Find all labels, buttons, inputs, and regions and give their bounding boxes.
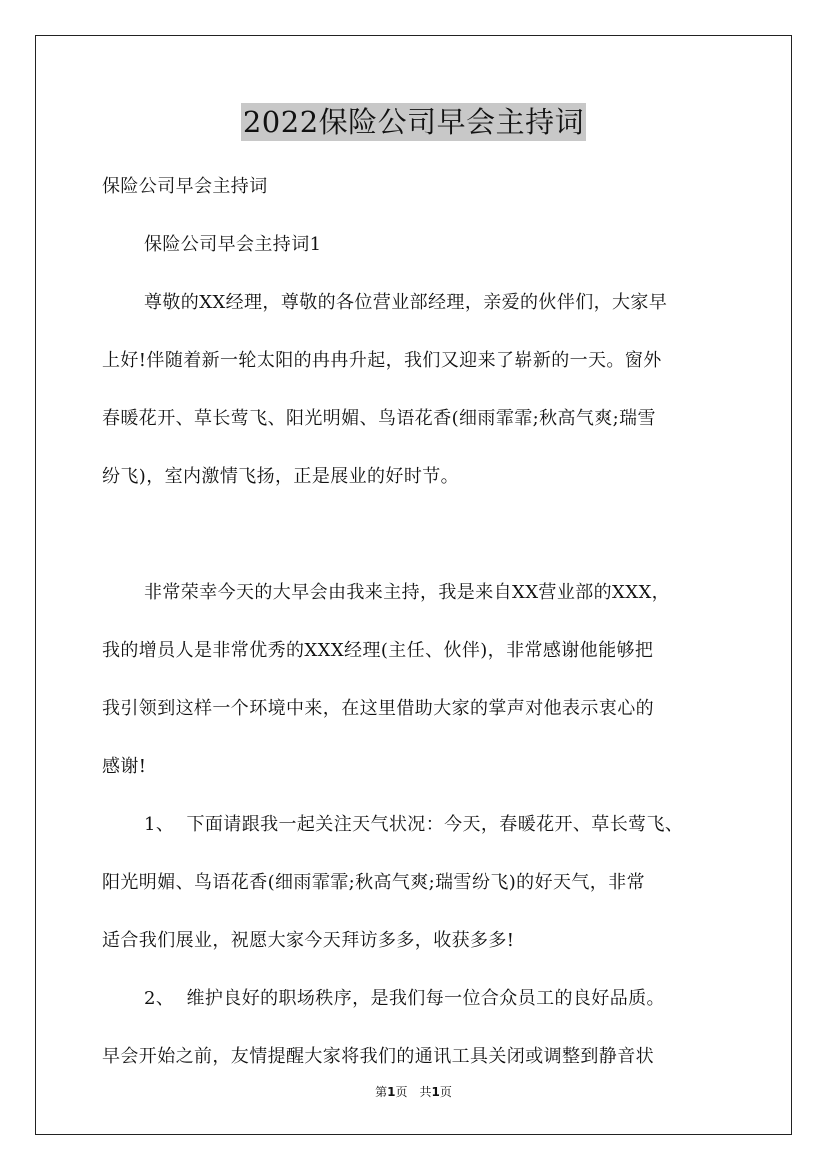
paragraph-greeting [102, 288, 742, 492]
paragraph-line: 春暖花开、草长莺飞、阳光明媚、鸟语花香(细雨霏霏;秋高气爽;瑞雪 [102, 408, 656, 429]
page-number: 1 [387, 1085, 396, 1099]
total-pages: 1 [431, 1085, 440, 1099]
paragraph-line: 1、 下面请跟我一起关注天气状况：今天，春暖花开、草长莺飞、 [144, 814, 684, 835]
title-container [0, 103, 827, 141]
paragraph-line: 我引领到这样一个环境中来，在这里借助大家的掌声对他表示衷心的 [102, 698, 654, 719]
list-item-order [102, 984, 742, 1072]
paragraph-line: 纷飞)，室内激情飞扬，正是展业的好时节。 [102, 466, 460, 487]
paragraph-introduction [102, 578, 742, 782]
page-prefix: 第 [375, 1085, 388, 1099]
section-heading: 保险公司早会主持词1 [144, 234, 322, 255]
paragraph-line: 早会开始之前，友情提醒大家将我们的通讯工具关闭或调整到静音状 [102, 1046, 654, 1067]
paragraph-line: 感谢! [102, 756, 147, 777]
paragraph-line: 我的增员人是非常优秀的XXX经理(主任、伙伴)，非常感谢他能够把 [102, 640, 654, 661]
paragraph-line: 非常荣幸今天的大早会由我来主持，我是来自XX营业部的XXX， [144, 582, 671, 603]
page-suffix: 页 [395, 1085, 408, 1099]
paragraph-line: 阳光明媚、鸟语花香(细雨霏霏;秋高气爽;瑞雪纷飞)的好天气，非常 [102, 872, 645, 893]
paragraph-line: 适合我们展业，祝愿大家今天拜访多多，收获多多! [102, 930, 515, 951]
paragraph-line: 2、 维护良好的职场秩序，是我们每一位合众员工的良好品质。 [144, 988, 665, 1009]
total-suffix: 页 [439, 1085, 452, 1099]
total-prefix: 共 [419, 1085, 432, 1099]
list-item-weather [102, 810, 742, 956]
paragraph-line: 上好!伴随着新一轮太阳的冉冉升起，我们又迎来了崭新的一天。窗外 [102, 350, 662, 371]
paragraph-line: 尊敬的XX经理，尊敬的各位营业部经理，亲爱的伙伴们，大家早 [144, 292, 668, 313]
document-subtitle: 保险公司早会主持词 [102, 176, 268, 197]
document-body [102, 172, 742, 1072]
page-footer [0, 1084, 827, 1100]
document-title: 2022保险公司早会主持词 [242, 105, 585, 139]
